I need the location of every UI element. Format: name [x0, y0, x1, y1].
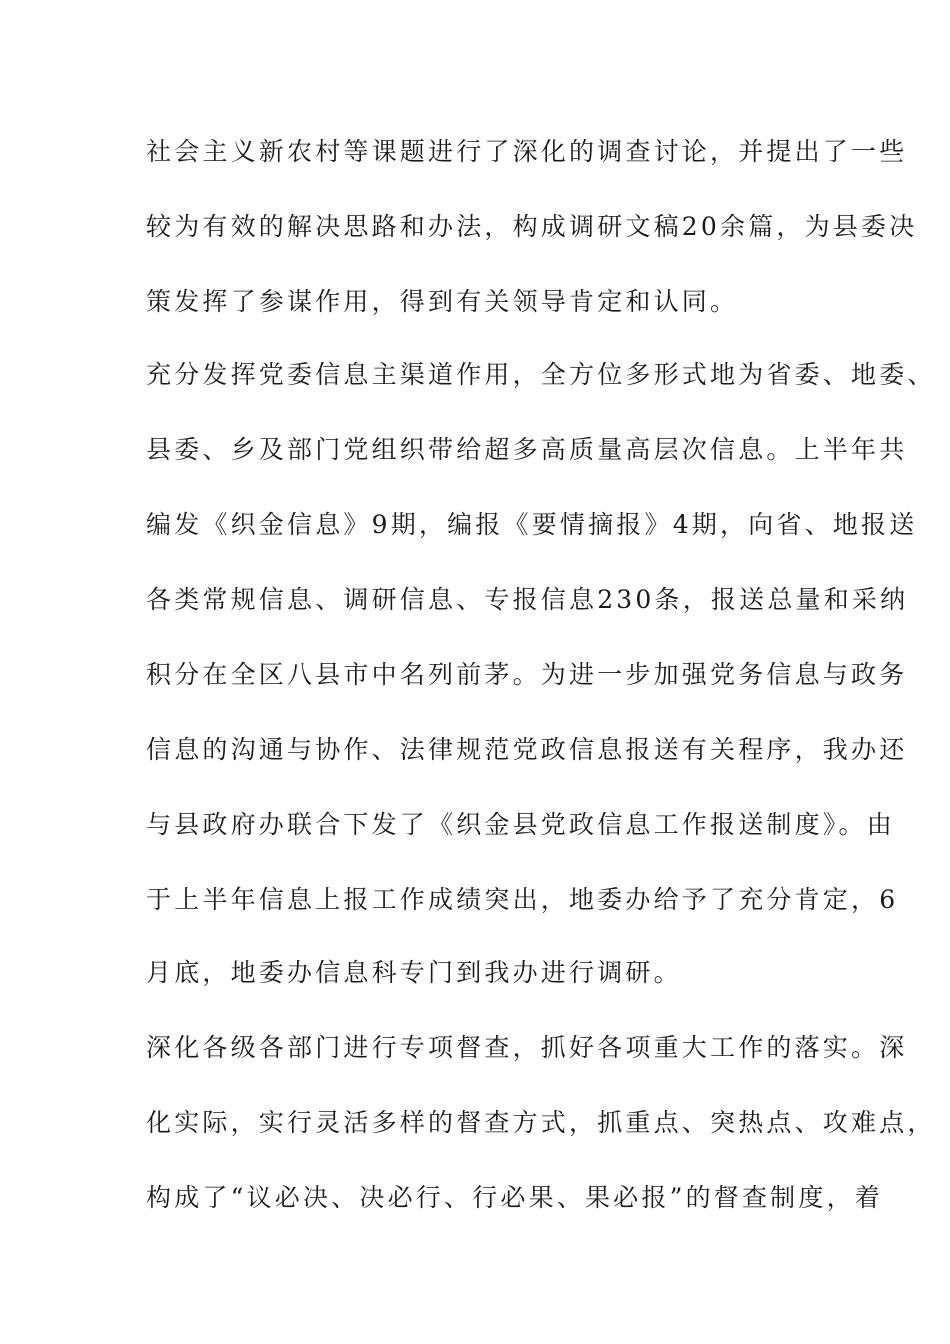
text-line: 化实际，实行灵活多样的督查方式，抓重点、突热点、攻难点，: [146, 1108, 936, 1137]
text-line: 信息的沟通与协作、法律规范党政信息报送有关程序，我办还: [146, 735, 908, 764]
text-line: 县委、乡及部门党组织带给超多高质量高层次信息。上半年共: [146, 435, 908, 464]
text-line: 深化各级各部门进行专项督查，抓好各项重大工作的落实。深: [146, 1033, 908, 1062]
text-line: 较为有效的解决思路和办法，构成调研文稿20余篇，为县委决: [146, 212, 918, 241]
text-line: 各类常规信息、调研信息、专报信息230条，报送总量和采纳: [146, 585, 909, 614]
text-line: 积分在全区八县市中名列前茅。为进一步加强党务信息与政务: [146, 660, 908, 689]
text-line: 与县政府办联合下发了《织金县党政信息工作报送制度》。由: [146, 810, 895, 839]
text-line: 月底，地委办信息科专门到我办进行调研。: [146, 958, 682, 987]
text-line: 编发《织金信息》9期，编报《要情摘报》4期，向省、地报送: [146, 510, 918, 539]
text-line: 策发挥了参谋作用，得到有关领导肯定和认同。: [146, 287, 739, 316]
text-line: 于上半年信息上报工作成绩突出，地委办给予了充分肯定，6: [146, 885, 899, 914]
text-line: 构成了“议必决、决必行、行必果、果必报”的督查制度，着: [146, 1183, 883, 1212]
text-line: 充分发挥党委信息主渠道作用，全方位多形式地为省委、地委、: [146, 360, 936, 389]
text-line: 社会主义新农村等课题进行了深化的调查讨论，并提出了一些: [146, 137, 908, 166]
